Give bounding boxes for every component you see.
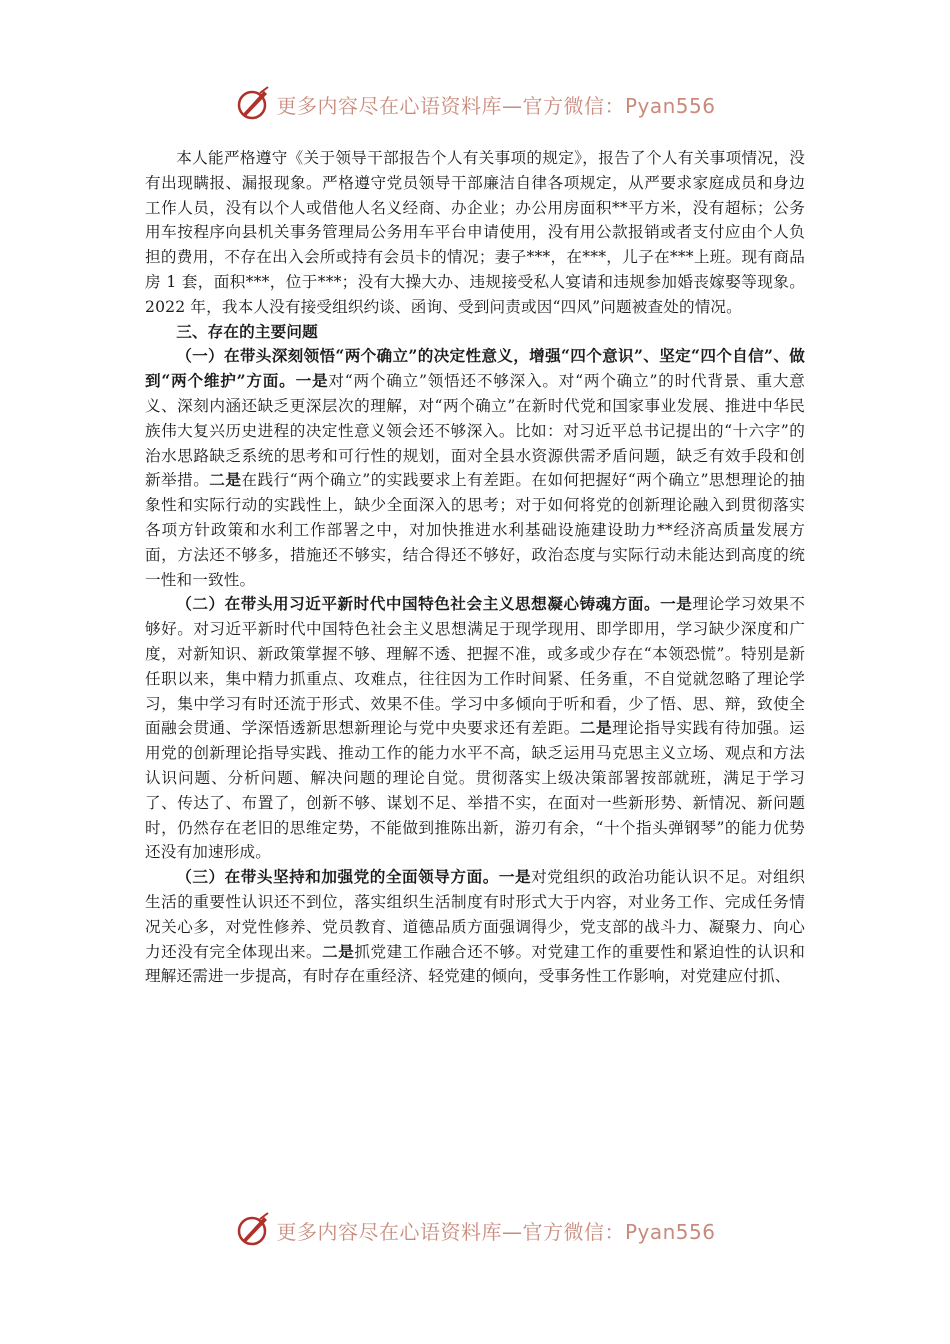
section-1-text-1: 对“两个确立”领悟还不够深入。对“两个确立”的时代背景、重大意义、深刻内涵还缺乏更深层次的理解，对“两个确立”在新时代党和国家事业发展、推进中华民族伟大复兴历史进程的决定性意义领会还不够深入。比如：对习近平总书记提出的“十六字”的治水思路缺乏系统的思考和可行性的规划，面对全县水资源供需矛盾问题，缺乏有效手段和创新举措。	[145, 372, 805, 490]
keyword-second: 二是	[209, 470, 242, 490]
keyword-second: 二是	[579, 718, 613, 738]
section-2-text-1: 理论学习效果不够好。对习近平新时代中国特色社会主义思想满足于现学现用、即学即用，学习缺少深度和广度，对新知识、新政策掌握不够、理解不透、把握不准，或多或少存在“本领恐慌”。特别是新任职以来，集中精力抓重点、攻难点，往往因为工作时间紧、任务重，不自觉就忽略了理论学习，集中学习有时还流于形式、效果不佳。学习中多倾向于听和看，少了悟、思、辩，致使全面融会贯通、学深悟透新思想新理论与党中央要求还有差距。	[145, 595, 805, 738]
paragraph-section-2	[145, 592, 805, 865]
pen-circle-logo-icon	[234, 1211, 272, 1249]
document-body	[145, 146, 805, 989]
section-3-title: （三）在带头坚持和加强党的全面领导方面。	[176, 867, 499, 887]
paragraph-section-1	[145, 344, 805, 592]
paragraph-personal-matters: 本人能严格遵守《关于领导干部报告个人有关事项的规定》，报告了个人有关事项情况，没有出现瞒报、漏报现象。严格遵守党员领导干部廉洁自律各项规定，从严要求家庭成员和身边工作人员，没有以个人或借他人名义经商、办企业；办公用房面积**平方米，没有超标；公务用车按程序向县机关事务管理局公务用车平台申请使用，没有用公款报销或者支付应由个人负担的费用，不存在出入会所或持有会员卡的情况；妻子***，在***，儿子在***上班。现有商品房 1 套，面积***，位于***；没有大操大办、违规接受私人宴请和违规参加婚丧嫁娶等现象。2022 年，我本人没有接受组织约谈、函询、受到问责或因“四风”问题被查处的情况。	[145, 149, 805, 316]
section-1-text-2: 在践行“两个确立”的实践要求上有差距。在如何把握好“两个确立”思想理论的抽象性和实际行动的实践性上，缺少全面深入的思考；对于如何将党的创新理论融入到贯彻落实各项方针政策和水利工作部署之中，对加快推进水利基础设施建设助力**经济高质量发展方面，方法还不够多，措施还不够实，结合得还不够好，政治态度与实际行动未能达到高度的统一性和一致性。	[145, 471, 805, 589]
paragraph-section-3	[145, 865, 805, 989]
section-3-text-1: 对党组织的政治功能认识不足。对组织生活的重要性认识还不到位，落实组织生活制度有时形式大于内容，对业务工作、完成任务情况关心多，对党性修养、党员教育、道德品质方面强调得少，党支部的战斗力、凝聚力、向心力还没有完全体现出来。	[145, 868, 805, 961]
watermark-banner-top	[0, 84, 950, 124]
keyword-second: 二是	[322, 941, 355, 961]
keyword-first: 一是	[498, 867, 532, 887]
keyword-first: 一是	[660, 594, 693, 614]
section-heading: 三、存在的主要问题	[176, 321, 318, 341]
section-3-text-2: 抓党建工作融合还不够。对党建工作的重要性和紧迫性的认识和理解还需进一步提高，有时存在重经济、轻党建的倾向，受事务性工作影响，对党建应付抓、	[145, 942, 805, 986]
section-2-title: （二）在带头用习近平新时代中国特色社会主义思想凝心铸魂方面。	[176, 594, 661, 614]
section-2-text-2: 理论指导实践有待加强。运用党的创新理论指导实践、推动工作的能力水平不高，缺乏运用马克思主义立场、观点和方法认识问题、分析问题、解决问题的理论自觉。贯彻落实上级决策部署按部就班，满足于学习了、传达了、布置了，创新不够、谋划不足、举措不实，在面对一些新形势、新情况、新问题时，仍然存在老旧的思维定势，不能做到推陈出新，游刃有余，“十个指头弹钢琴”的能力优势还没有加速形成。	[145, 719, 805, 862]
watermark-banner-bottom	[0, 1210, 950, 1250]
pen-circle-logo-icon	[234, 85, 272, 123]
section-1-title: （一）在带头深刻领悟“两个确立”的决定性意义，增强“四个意识”、坚定“四个自信”、做到“两个维护”方面。	[145, 346, 805, 391]
keyword-first: 一是	[295, 371, 329, 391]
watermark-text: 更多内容尽在心语资料库—官方微信：Pyan556	[276, 93, 716, 118]
watermark-text: 更多内容尽在心语资料库—官方微信：Pyan556	[276, 1219, 716, 1244]
